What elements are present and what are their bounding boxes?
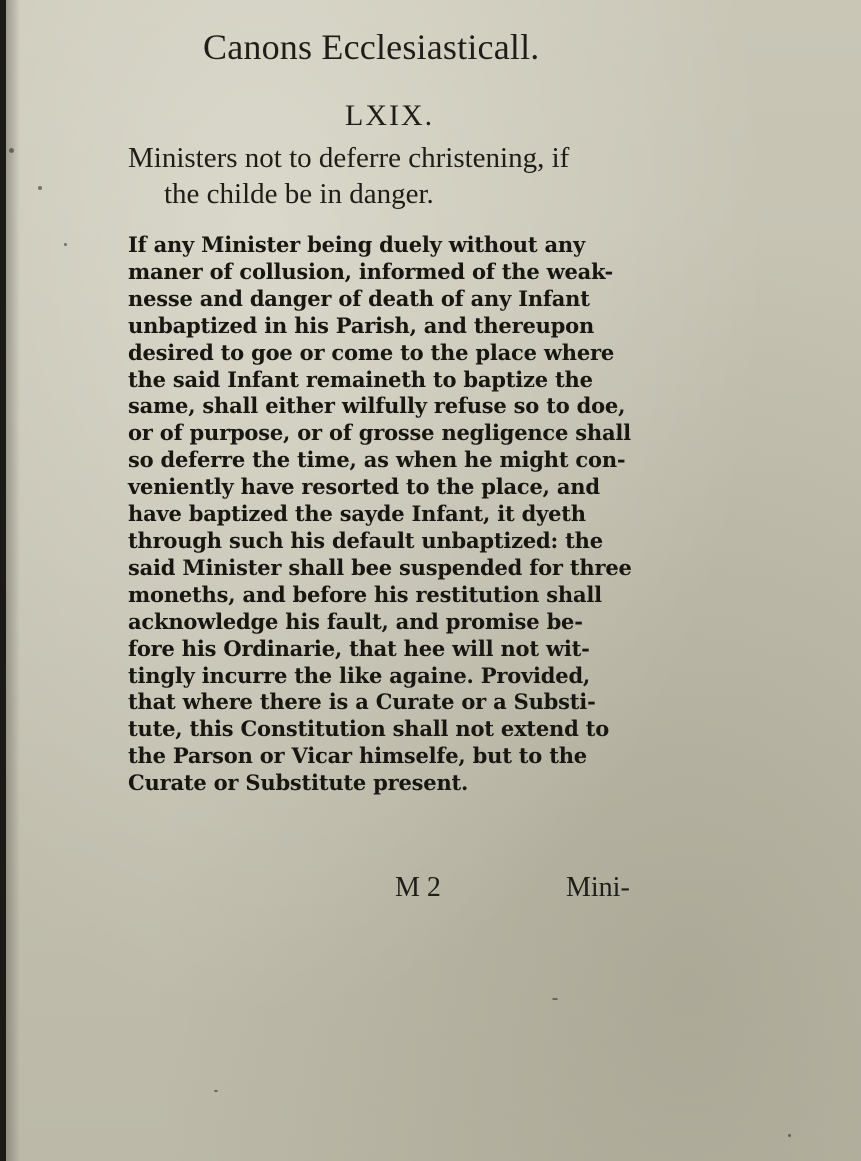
paper-speck [214,1090,218,1092]
body-line: desired to goe or come to the place where [128,339,615,365]
catchword: Mini- [566,872,630,903]
body-line: through such his default unbaptized: the [128,527,603,553]
body-line: moneths, and before his restitution shall [128,581,602,607]
paper-speck [788,1134,791,1137]
body-line: tingly incurre the like againe. Provided, [128,662,591,688]
body-line: fore his Ordinarie, that hee will not wit- [128,635,590,661]
body-line: veniently have resorted to the place, and [128,474,600,500]
body-line: nesse and danger of death of any Infant [128,285,590,311]
paper-speck [64,243,67,246]
body-line: Curate or Substitute present. [128,770,469,796]
paper-speck [38,186,42,190]
body-line: the Parson or Vicar himselfe, but to the [128,743,587,769]
body-line: If any Minister being duely without any [128,232,585,257]
paper-speck [552,998,558,1000]
body-line: or of purpose, or of grosse negligence shall [128,420,631,446]
body-line: unbaptized in his Parish, and thereupon [128,312,595,338]
body-line: same, shall either wilfully refuse so to doe, [128,393,626,419]
body-line: so deferre the time, as when he might con- [128,447,626,473]
paper-speck [9,148,14,153]
body-line: said Minister shall bee suspended for three [128,554,632,580]
body-line: maner of collusion, informed of the weak- [128,258,614,284]
canon-title-line: Ministers not to deferre christening, if [128,142,570,174]
running-head: Canons Ecclesiasticall. [203,27,540,67]
body-line: acknowledge his fault, and promise be- [128,608,583,634]
body-line: that where there is a Curate or a Substi- [128,689,596,715]
body-line: have baptized the sayde Infant, it dyeth [128,501,586,527]
gutter-shadow [6,0,20,1161]
canon-body [128,232,648,797]
canon-number: LXIX. [345,99,435,132]
body-line: tute, this Constitution shall not extend to [128,716,610,742]
signature-mark: M 2 [395,872,441,903]
canon-title [128,140,658,212]
body-line: the said Infant remaineth to baptize the [128,366,593,392]
canon-title-line: the childe be in danger. [164,178,434,210]
